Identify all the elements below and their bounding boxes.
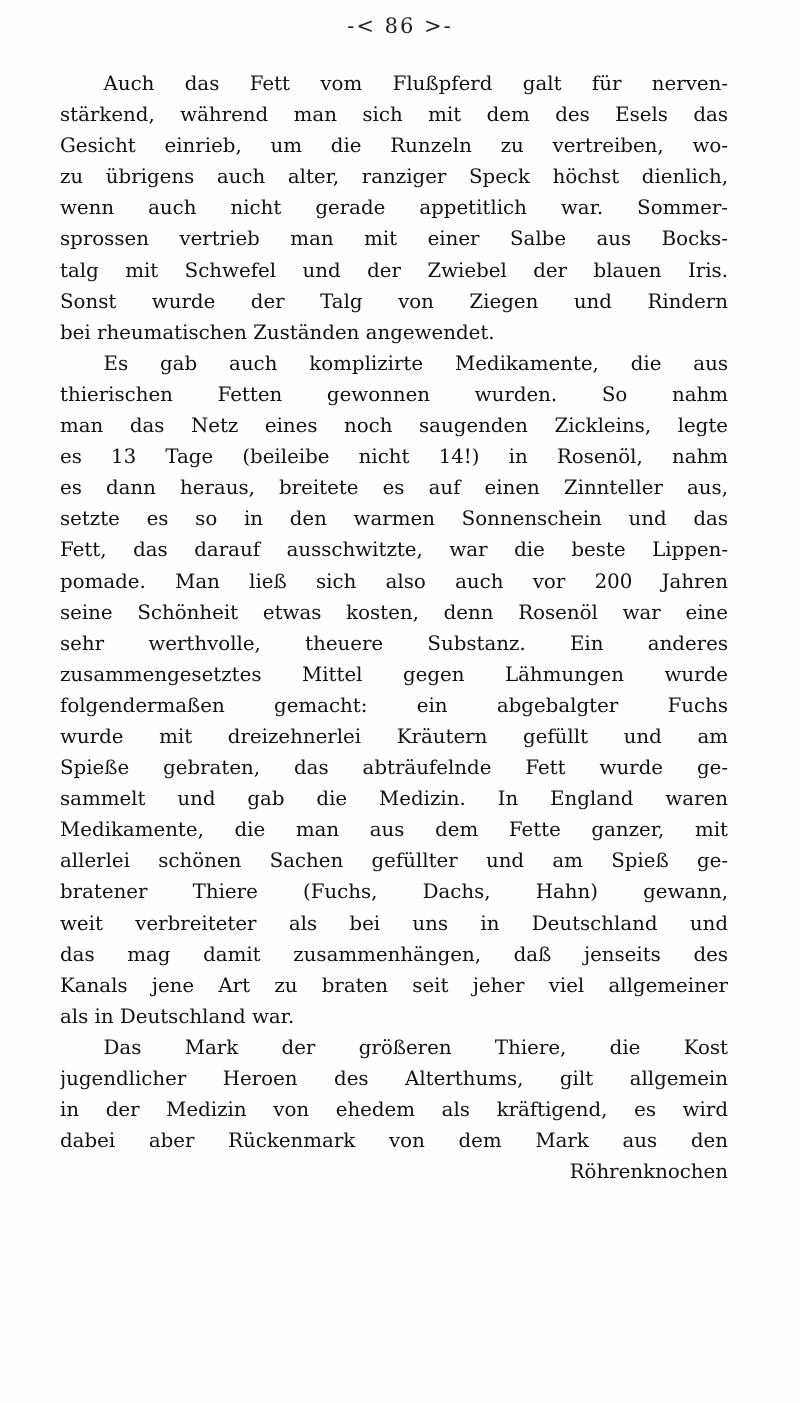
text-line: zusammengesetztes Mittel gegen Lähmungen wurde	[60, 662, 728, 686]
text-line: talg mit Schwefel und der Zwiebel der blauen Iris.	[60, 258, 728, 282]
text-line: stärkend, während man sich mit dem des Esels das	[60, 103, 728, 127]
text-line: sprossen vertrieb man mit einer Salbe aus Bocks-	[60, 227, 728, 251]
body-text	[60, 68, 728, 1187]
text-line: bratener Thiere (Fuchs, Dachs, Hahn) gewann,	[60, 880, 728, 904]
text-line: thierischen Fetten gewonnen wurden. So nahm	[60, 382, 728, 406]
text-line: Gesicht einrieb, um die Runzeln zu vertreiben, wo-	[60, 134, 728, 158]
text-line: wurde mit dreizehnerlei Kräutern gefüllt und am	[60, 724, 728, 748]
text-line: Auch das Fett vom Flußpferd galt für nerven-	[103, 72, 728, 95]
text-line: weit verbreiteter als bei uns in Deutschland und	[60, 911, 728, 935]
text-line: dabei aber Rückenmark von dem Mark aus den	[60, 1129, 728, 1153]
text-line: als in Deutschland war.	[60, 1004, 295, 1028]
text-line: Medikamente, die man aus dem Fette ganzer, mit	[60, 818, 728, 842]
page-number: -< 86 >-	[347, 14, 453, 38]
text-line: Es gab auch komplizirte Medikamente, die aus	[103, 351, 728, 375]
text-line: Das Mark der größeren Thiere, die Kost	[103, 1035, 728, 1059]
text-line: seine Schönheit etwas kosten, denn Rosenöl war eine	[60, 600, 728, 624]
text-line: es dann heraus, breitete es auf einen Zinnteller aus,	[60, 476, 728, 500]
text-line: Kanals jene Art zu braten seit jeher viel allgemeiner	[60, 973, 728, 997]
text-line: zu übrigens auch alter, ranziger Speck höchst dienlich,	[60, 165, 728, 189]
text-line: sammelt und gab die Medizin. In England waren	[60, 787, 728, 811]
text-line: pomade. Man ließ sich also auch vor 200 Jahren	[60, 569, 728, 593]
text-line: das mag damit zusammenhängen, daß jenseits des	[60, 942, 728, 966]
text-line: man das Netz eines noch saugenden Zickleins, legte	[60, 414, 728, 438]
text-line: Sonst wurde der Talg von Ziegen und Rindern	[60, 289, 728, 313]
text-line: Spieße gebraten, das abträufelnde Fett wurde ge-	[60, 756, 728, 780]
text-line: sehr werthvolle, theuere Substanz. Ein anderes	[60, 631, 728, 655]
text-line: jugendlicher Heroen des Alterthums, gilt allgemein	[60, 1067, 728, 1090]
text-line: es 13 Tage (beileibe nicht 14!) in Rosenöl, nahm	[60, 445, 728, 469]
text-line: bei rheumatischen Zuständen angewendet.	[60, 320, 495, 344]
text-line: setzte es so in den warmen Sonnenschein und das	[60, 507, 728, 531]
text-line: in der Medizin von ehedem als kräftigend, es wird	[60, 1098, 728, 1122]
text-line: Fett, das darauf ausschwitzte, war die beste Lippen-	[60, 538, 728, 562]
text-line: allerlei schönen Sachen gefüllter und am Spieß ge-	[60, 849, 728, 873]
text-line: Röhrenknochen	[569, 1160, 728, 1184]
text-line: wenn auch nicht gerade appetitlich war. Sommer-	[60, 196, 728, 220]
text-line: folgendermaßen gemacht: ein abgebalgter Fuchs	[60, 693, 728, 717]
